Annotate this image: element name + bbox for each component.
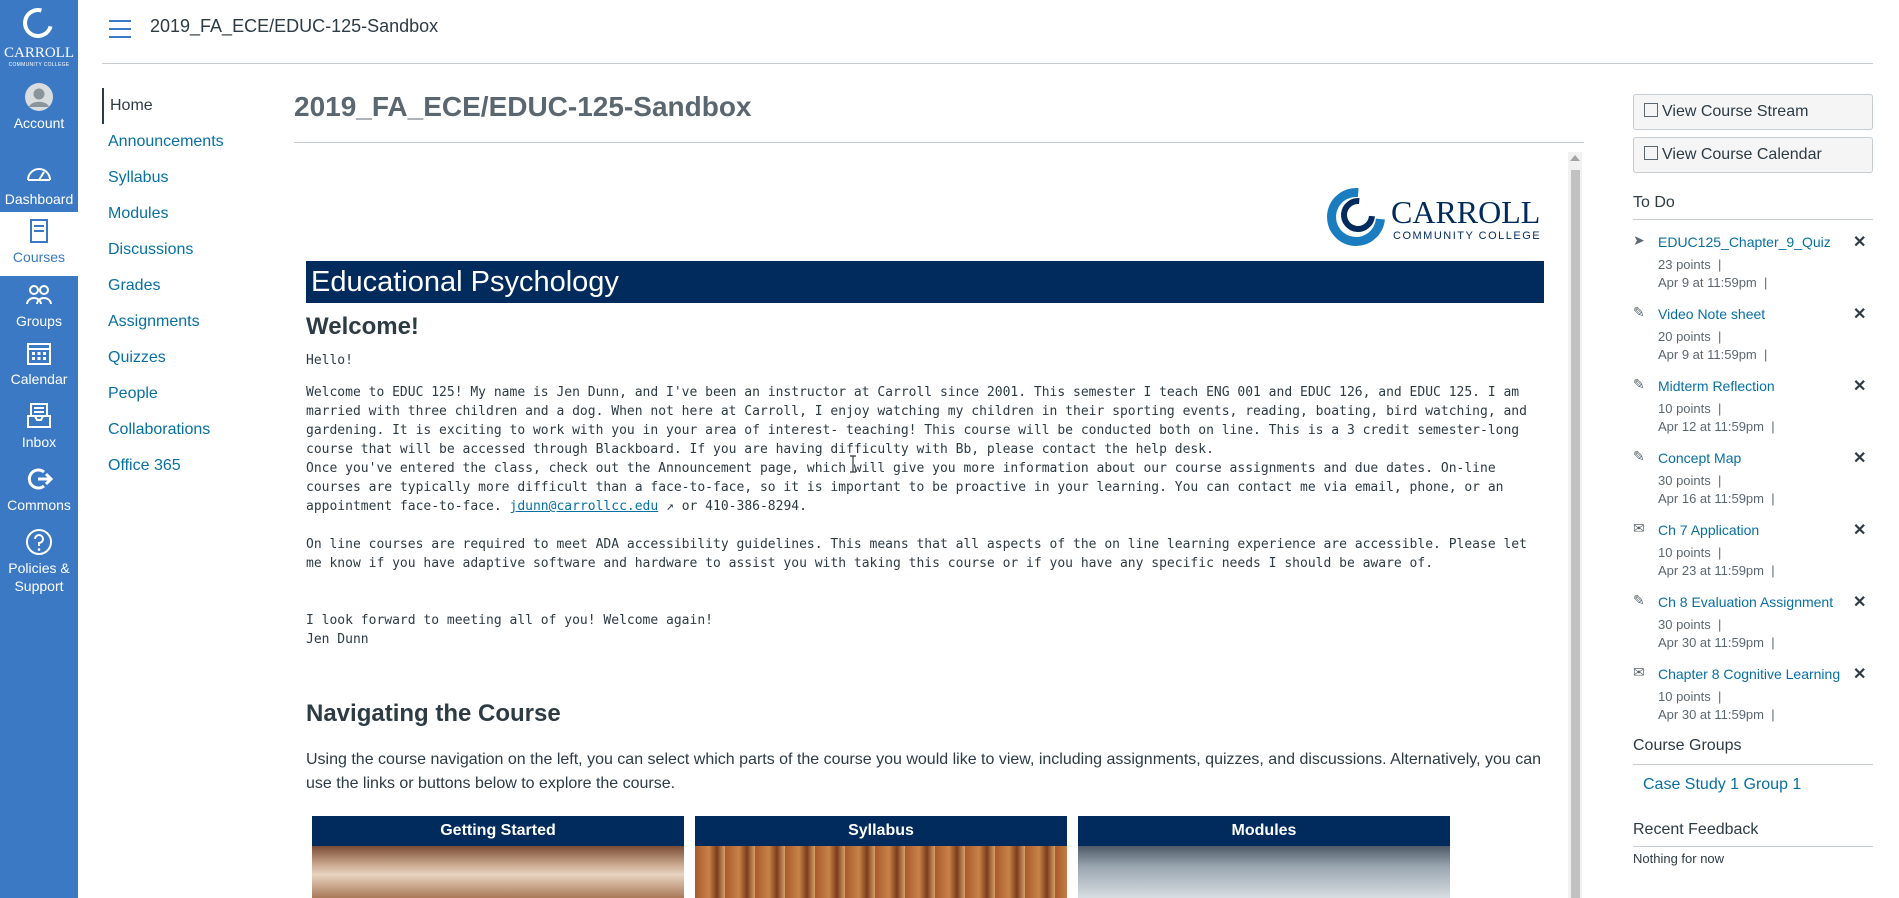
course-nav-grades[interactable]: Grades (108, 277, 161, 294)
dismiss-todo-close-icon[interactable]: ✕ (1853, 234, 1867, 251)
dismiss-todo-close-icon[interactable]: ✕ (1853, 666, 1867, 683)
course-groups-heading: Course Groups (1633, 737, 1742, 754)
text-cursor-icon (849, 455, 857, 473)
discussion-icon: ✉ (1633, 520, 1645, 536)
calendar-button-label: View Course Calendar (1662, 146, 1822, 163)
todo-item (1633, 448, 1873, 520)
navigating-text: Using the course navigation on the left, you can select which parts of the course you would like to view, including assignments, quizzes, and discussions. Alternatively, you can use the links or buttons below to explore the course. (306, 751, 1542, 792)
todo-due-date: Apr 9 at 11:59pm | (1658, 275, 1768, 290)
courses-label: Courses (12, 249, 66, 265)
page-title: 2019_FA_ECE/EDUC-125-Sandbox (294, 91, 752, 122)
dismiss-todo-close-icon[interactable]: ✕ (1853, 450, 1867, 467)
course-nav-office365[interactable]: Office 365 (108, 457, 181, 474)
todo-title-link[interactable]: Midterm Reflection (1658, 378, 1775, 394)
course-nav-syllabus[interactable]: Syllabus (108, 169, 169, 186)
assignment-icon: ✎ (1633, 592, 1645, 608)
external-link-icon: ↗ (658, 499, 674, 514)
dashboard-icon (24, 158, 54, 188)
todo-points: 10 points | (1658, 401, 1722, 416)
instructor-email-link[interactable]: jdunn@carrollcc.edu (509, 499, 659, 514)
no-feedback-text: Nothing for now (1633, 851, 1725, 866)
college-logo[interactable] (0, 4, 78, 70)
course-nav-announcements[interactable]: Announcements (108, 133, 224, 150)
view-course-calendar-button[interactable] (1633, 137, 1873, 173)
todo-heading: To Do (1633, 194, 1675, 211)
todo-title-link[interactable]: Video Note sheet (1658, 306, 1766, 322)
title-divider (294, 142, 1584, 143)
hello-text: Hello! (306, 353, 353, 368)
inbox-label: Inbox (21, 434, 57, 450)
todo-due-date: Apr 30 at 11:59pm | (1658, 707, 1775, 722)
contact-text: Once you've entered the class, check out the Announcement page, which will give you more information about our course assignments and due dates. On-line courses are typically more difficult than a face-to-face, so it is important to be proactive in your learning. You can contact me via email, phone, or an appointment face-to-face. (306, 461, 1504, 514)
course-banner: Educational Psychology (306, 261, 1544, 303)
assignment-icon: ✎ (1633, 448, 1645, 464)
global-nav-commons[interactable] (0, 464, 78, 524)
modules-card[interactable] (1078, 816, 1450, 898)
breadcrumb[interactable]: 2019_FA_ECE/EDUC-125-Sandbox (150, 16, 439, 36)
content-scroll-thumb[interactable] (1571, 170, 1580, 898)
commons-label: Commons (7, 497, 71, 513)
getting-started-card[interactable] (312, 816, 684, 898)
calendar-icon (24, 338, 54, 368)
todo-due-date: Apr 16 at 11:59pm | (1658, 491, 1775, 506)
help-label: Policies & (8, 560, 70, 576)
global-nav-help[interactable] (0, 527, 78, 597)
global-nav-account[interactable] (0, 82, 78, 142)
brand-subtitle: COMMUNITY COLLEGE (1393, 230, 1542, 242)
stream-icon (1644, 103, 1658, 117)
todo-points: 10 points | (1658, 689, 1722, 704)
todo-item (1633, 664, 1873, 736)
groups-divider (1633, 764, 1873, 765)
closing-line: I look forward to meeting all of you! Welcome again! (306, 613, 713, 628)
calendar-label: Calendar (10, 371, 68, 387)
global-nav-calendar[interactable] (0, 338, 78, 398)
recent-feedback-heading: Recent Feedback (1633, 821, 1759, 838)
todo-points: 10 points | (1658, 545, 1722, 560)
course-nav-home[interactable]: Home (102, 88, 262, 124)
dismiss-todo-close-icon[interactable]: ✕ (1853, 522, 1867, 539)
todo-item (1633, 592, 1873, 664)
card-image (312, 846, 684, 898)
dismiss-todo-close-icon[interactable]: ✕ (1853, 594, 1867, 611)
syllabus-card[interactable] (695, 816, 1067, 898)
todo-item (1633, 232, 1873, 304)
course-navigation (102, 88, 262, 484)
welcome-heading: Welcome! (306, 313, 419, 340)
todo-due-date: Apr 9 at 11:59pm | (1658, 347, 1768, 362)
scroll-up-arrow-icon[interactable] (1570, 155, 1580, 161)
inbox-icon (24, 401, 54, 431)
account-label: Account (13, 115, 65, 131)
todo-item (1633, 376, 1873, 448)
navigating-heading: Navigating the Course (306, 700, 561, 727)
todo-due-date: Apr 30 at 11:59pm | (1658, 635, 1775, 650)
assignment-icon: ✎ (1633, 376, 1645, 392)
card-image (695, 846, 1067, 898)
contact-paragraph (306, 459, 1546, 516)
logo-subtitle: COMMUNITY COLLEGE (8, 62, 70, 68)
card-title: Getting Started (312, 816, 684, 846)
help-label-line2: Support (14, 578, 64, 594)
card-image (1078, 846, 1450, 898)
todo-title-link[interactable]: EDUC125_Chapter_9_Quiz (1658, 234, 1831, 250)
dismiss-todo-close-icon[interactable]: ✕ (1853, 306, 1867, 323)
commons-icon (24, 464, 54, 494)
dashboard-label: Dashboard (4, 191, 74, 207)
global-nav-courses[interactable] (0, 212, 78, 276)
calendar-small-icon (1644, 146, 1658, 160)
global-nav-inbox[interactable] (0, 401, 78, 461)
quiz-rocket-icon: ➤ (1633, 232, 1645, 248)
todo-points: 23 points | (1658, 257, 1722, 272)
group-link[interactable]: Case Study 1 Group 1 (1643, 776, 1802, 793)
course-nav-assignments[interactable]: Assignments (108, 313, 200, 330)
todo-title-link[interactable]: Ch 7 Application (1658, 522, 1760, 538)
signature-line: Jen Dunn (306, 632, 369, 647)
course-menu-toggle[interactable] (109, 20, 131, 38)
todo-title-link[interactable]: Ch 8 Evaluation Assignment (1658, 594, 1834, 610)
dismiss-todo-close-icon[interactable]: ✕ (1853, 378, 1867, 395)
groups-icon (24, 280, 54, 310)
course-nav-modules[interactable]: Modules (108, 205, 169, 222)
intro-paragraph: Welcome to EDUC 125! My name is Jen Dunn, and I've been an instructor at Carroll since 2001. This semester I teach ENG 001 and EDUC 126, and EDUC 125. I am married with three children and a dog. When not here at Carroll, I enjoy watching my children in their sporting events, reading, boating, bird watching, and gardening. It is exciting to work with you in your area of interest- teaching! This course will be conducted both on line. This is a 3 credit semester-long course that will be accessed through Blackboard. If you are having difficulty with Bb, please contact the help desk. (306, 385, 1527, 457)
help-icon (24, 527, 54, 557)
discussion-icon: ✉ (1633, 664, 1645, 680)
header-divider (102, 63, 1873, 64)
todo-item (1633, 520, 1873, 592)
todo-divider (1633, 219, 1873, 220)
todo-title-link[interactable]: Concept Map (1658, 450, 1742, 466)
course-nav-people[interactable]: People (108, 385, 158, 402)
phone-text: or 410-386-8294. (673, 499, 807, 514)
view-course-stream-button[interactable] (1633, 94, 1873, 130)
course-nav-collaborations[interactable]: Collaborations (108, 421, 211, 438)
card-title: Syllabus (695, 816, 1067, 846)
todo-item (1633, 304, 1873, 376)
ada-paragraph: On line courses are required to meet ADA accessibility guidelines. This means that all aspects of the on line learning experience are accessible. Please let me know if you have adaptive software and hardware to assist you with taking this course or if you have any specific needs I should be aware of. (306, 537, 1527, 571)
todo-title-link[interactable]: Chapter 8 Cognitive Learning (1658, 666, 1841, 682)
logo-word: CARROLL (3, 45, 74, 61)
global-nav-groups[interactable] (0, 280, 78, 340)
course-nav-discussions[interactable]: Discussions (108, 241, 194, 258)
todo-points: 30 points | (1658, 617, 1722, 632)
account-icon (24, 82, 54, 112)
todo-points: 30 points | (1658, 473, 1722, 488)
global-navigation (0, 0, 78, 898)
assignment-icon: ✎ (1633, 304, 1645, 320)
groups-label: Groups (16, 313, 62, 329)
todo-points: 20 points | (1658, 329, 1722, 344)
stream-button-label: View Course Stream (1662, 103, 1809, 120)
todo-due-date: Apr 23 at 11:59pm | (1658, 563, 1775, 578)
feedback-divider (1633, 846, 1873, 847)
course-nav-quizzes[interactable]: Quizzes (108, 349, 166, 366)
carroll-brand-logo (1325, 186, 1545, 256)
brand-word: CARROLL (1391, 194, 1541, 230)
global-nav-dashboard[interactable] (0, 158, 78, 218)
todo-due-date: Apr 12 at 11:59pm | (1658, 419, 1775, 434)
courses-icon (24, 216, 54, 246)
card-title: Modules (1078, 816, 1450, 846)
